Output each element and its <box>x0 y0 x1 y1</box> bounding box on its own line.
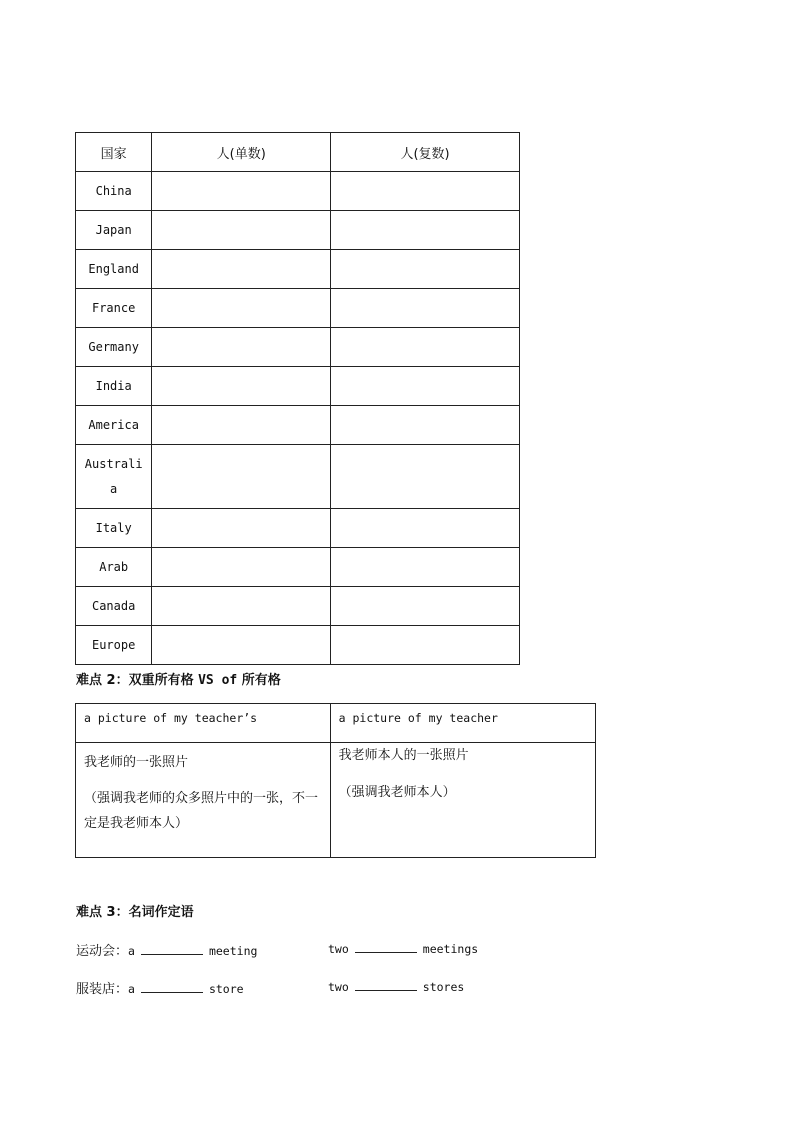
fill-in-row <box>76 940 479 959</box>
of-possessive-explanation <box>330 743 595 858</box>
table-header-row <box>76 133 520 172</box>
country-name: China <box>76 172 152 211</box>
double-possessive-phrase: a picture of my teacher’s <box>76 704 331 743</box>
table-row <box>76 211 520 250</box>
singular-answer-cell[interactable] <box>152 626 331 665</box>
answer-blank[interactable] <box>141 980 203 993</box>
table-row <box>76 509 520 548</box>
of-possessive-phrase: a picture of my teacher <box>330 704 595 743</box>
plural-answer-cell[interactable] <box>331 587 520 626</box>
singular-answer-cell[interactable] <box>152 509 331 548</box>
article-a: a <box>128 944 135 958</box>
singular-answer-cell[interactable] <box>152 289 331 328</box>
singular-answer-cell[interactable] <box>152 328 331 367</box>
table-row <box>76 172 520 211</box>
section2-heading-zh2: 所有格 <box>237 673 281 688</box>
table-row <box>76 445 520 509</box>
explanation-note: （强调我老师本人） <box>338 785 456 800</box>
section3-heading: 难点 3：名词作定语 <box>76 905 194 920</box>
singular-answer-cell[interactable] <box>152 172 331 211</box>
country-name: Europe <box>76 626 152 665</box>
plural-answer-cell[interactable] <box>331 211 520 250</box>
table-row <box>76 367 520 406</box>
double-possessive-explanation <box>76 743 331 858</box>
table-row <box>76 587 520 626</box>
country-name <box>76 445 152 509</box>
fill-label: 服装店： <box>76 982 129 997</box>
singular-answer-cell[interactable] <box>152 587 331 626</box>
singular-answer-cell[interactable] <box>152 445 331 509</box>
noun-plural: meetings <box>422 942 479 956</box>
numeral-two: two <box>328 980 349 994</box>
country-name: Arab <box>76 548 152 587</box>
country-name: Germany <box>76 328 152 367</box>
plural-answer-cell[interactable] <box>331 289 520 328</box>
header-person-plural: 人(复数) <box>331 133 520 172</box>
fill-in-row <box>76 978 465 997</box>
table-row <box>76 743 596 858</box>
header-person-singular: 人(单数) <box>152 133 331 172</box>
country-name: Italy <box>76 509 152 548</box>
table-row <box>76 626 520 665</box>
singular-answer-cell[interactable] <box>152 367 331 406</box>
plural-answer-cell[interactable] <box>331 406 520 445</box>
plural-answer-cell[interactable] <box>331 367 520 406</box>
numeral-two: two <box>328 942 349 956</box>
fill-label: 运动会： <box>76 944 129 959</box>
plural-answer-cell[interactable] <box>331 172 520 211</box>
answer-blank[interactable] <box>141 942 203 955</box>
header-country: 国家 <box>76 133 152 172</box>
article-a: a <box>128 982 135 996</box>
noun-plural: stores <box>422 980 465 994</box>
plural-answer-cell[interactable] <box>331 626 520 665</box>
singular-answer-cell[interactable] <box>152 406 331 445</box>
possessive-comparison-table <box>75 703 596 858</box>
plural-group <box>328 940 478 956</box>
answer-blank[interactable] <box>355 978 417 991</box>
noun-singular: store <box>208 982 244 996</box>
answer-blank[interactable] <box>355 940 417 953</box>
country-people-table <box>75 132 520 665</box>
plural-answer-cell[interactable] <box>331 548 520 587</box>
section2-heading-latin: VS of <box>198 673 238 688</box>
explanation-line: 我老师的一张照片 <box>84 755 189 770</box>
singular-answer-cell[interactable] <box>152 250 331 289</box>
section2-heading-zh: 难点 2：双重所有格 <box>76 673 199 688</box>
singular-answer-cell[interactable] <box>152 211 331 250</box>
table-header-row <box>76 704 596 743</box>
country-name: England <box>76 250 152 289</box>
plural-answer-cell[interactable] <box>331 250 520 289</box>
singular-answer-cell[interactable] <box>152 548 331 587</box>
table-row <box>76 328 520 367</box>
section2-heading <box>76 669 281 688</box>
explanation-line: 我老师本人的一张照片 <box>338 748 469 763</box>
table-row <box>76 548 520 587</box>
plural-answer-cell[interactable] <box>331 509 520 548</box>
country-name: Canada <box>76 587 152 626</box>
plural-answer-cell[interactable] <box>331 445 520 509</box>
table-row <box>76 289 520 328</box>
country-name-text: Australia <box>84 457 143 496</box>
country-name: France <box>76 289 152 328</box>
country-name: America <box>76 406 152 445</box>
table-row <box>76 250 520 289</box>
country-name: Japan <box>76 211 152 250</box>
country-name: India <box>76 367 152 406</box>
plural-answer-cell[interactable] <box>331 328 520 367</box>
table-row <box>76 406 520 445</box>
noun-singular: meeting <box>208 944 258 958</box>
explanation-note: （强调我老师的众多照片中的一张，不一定是我老师本人） <box>84 791 319 831</box>
plural-group <box>328 978 464 994</box>
